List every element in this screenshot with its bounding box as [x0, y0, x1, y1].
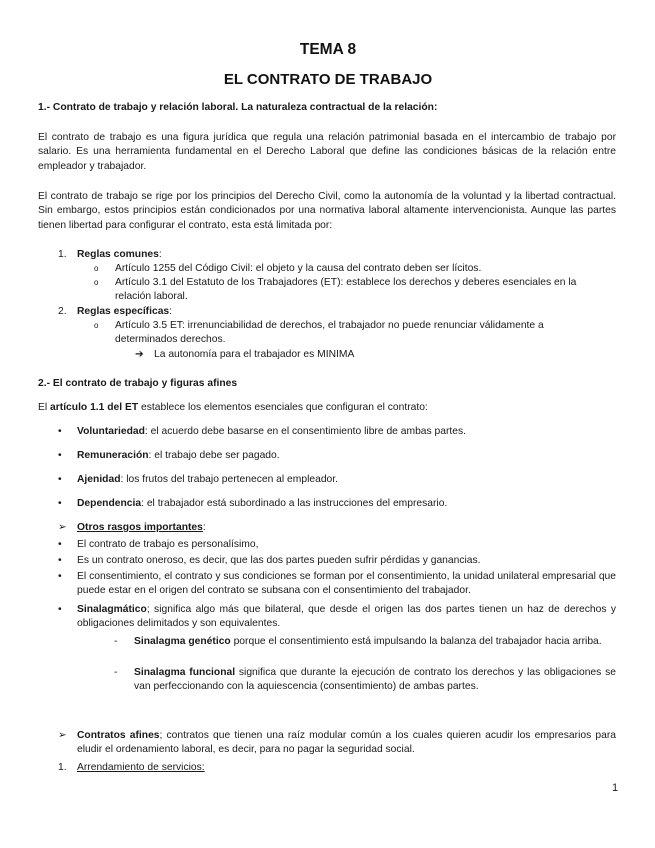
intro-bold: artículo 1.1 del ET: [50, 402, 139, 413]
bullet-icon: •: [58, 539, 62, 550]
colon: :: [158, 249, 162, 260]
bullet-item-voluntariedad: [77, 425, 466, 439]
arrow-note: La autonomía para el trabajador es MINIMA: [154, 349, 355, 360]
bullet-icon: •: [58, 474, 62, 485]
sinalagma-text: porque el consentimiento está impulsando la balanza del trabajador hacia arriba.: [230, 636, 602, 647]
list-item-reglas-especificas: [77, 305, 172, 319]
arrow-right-icon: ➔: [135, 349, 144, 360]
page-number: 1: [612, 782, 619, 794]
bullet-label: Voluntariedad: [77, 426, 145, 437]
bullet-label: Ajenidad: [77, 474, 121, 485]
sinalagma-label: Sinalagma funcional: [134, 667, 236, 678]
doc-title: TEMA 8: [299, 41, 357, 58]
section2-intro: [38, 401, 616, 415]
sublist-item: Artículo 3.1 del Estatuto de los Trabajadores (ET): establece los derechos y deberes esenciales en la relación laboral.: [115, 277, 577, 303]
list-item-label: Reglas específicas: [77, 306, 170, 317]
list-number: 1.: [58, 249, 67, 260]
list-number: 1.: [58, 762, 67, 773]
circle-bullet-icon: o: [94, 278, 99, 287]
circle-bullet-icon: o: [94, 264, 99, 273]
bullet-item-dependencia: [77, 497, 447, 511]
sinalagma-funcional-item: [134, 666, 616, 695]
afines-label: Contratos afines: [77, 730, 160, 741]
sinalagma-text: significa que durante la ejecución de contrato los derechos y las obligaciones se van perfeccionando con la aquiescencia (consentimiento) de ambas partes.: [134, 667, 616, 693]
list-item-reglas-comunes: [77, 248, 162, 262]
rasgo-label: Sinalagmático: [77, 604, 147, 615]
dash-bullet-icon: -: [114, 636, 118, 647]
bullet-icon: •: [58, 555, 62, 566]
intro-text: establece los elementos esenciales que configuran el contrato:: [138, 402, 428, 413]
bullet-text: : los frutos del trabajo pertenecen al empleador.: [120, 474, 338, 485]
doc-subtitle: EL CONTRATO DE TRABAJO: [223, 71, 433, 88]
bullet-label: Remuneración: [77, 450, 149, 461]
rasgo-text: ; significa algo más que bilateral, que desde el origen las dos partes tienen un haz de derechos y obligaciones delimitados y son equivalentes.: [77, 604, 616, 630]
sublist-item: Artículo 1255 del Código Civil: el objeto y la causa del contrato deben ser lícitos.: [115, 263, 482, 274]
bullet-icon: •: [58, 571, 62, 582]
arrowhead-bullet-icon: ➢: [58, 730, 67, 741]
arrendamiento-label: Arrendamiento de servicios:: [77, 762, 205, 773]
bullet-item-remuneracion: [77, 449, 280, 463]
bullet-icon: •: [58, 450, 62, 461]
contratos-afines-item: [77, 729, 616, 758]
arrendamiento-item: [77, 761, 205, 775]
section1-heading: 1.- Contrato de trabajo y relación laboral. La naturaleza contractual de la relación:: [38, 102, 438, 113]
arrowhead-bullet-icon: ➢: [58, 522, 67, 533]
colon: :: [169, 306, 173, 317]
otros-label: Otros rasgos importantes: [77, 522, 203, 533]
bullet-label: Dependencia: [77, 498, 142, 509]
bullet-text: : el trabajo debe ser pagado.: [148, 450, 280, 461]
list-item-label: Reglas comunes: [77, 249, 159, 260]
bullet-item-ajenidad: [77, 473, 338, 487]
rasgo-item: El contrato de trabajo es personalísimo,: [77, 539, 259, 550]
section1-paragraph-2: El contrato de trabajo se rige por los principios del Derecho Civil, como la autonomía de la voluntad y la libertad contractual. Sin embargo, estos principios están condicionados por una normativa laboral altamente intervencionista. Aunque las partes tienen libertad para configurar el contrato, esta está limitada por:: [38, 191, 616, 231]
sinalagma-label: Sinalagma genético: [134, 636, 231, 647]
rasgo-item: El consentimiento, el contrato y sus condiciones se forman por el consentimiento, la unidad unilateral empresarial que puede estar en el origen del contrato se subsana con el consentimiento del trabajador.: [77, 571, 616, 597]
colon: :: [202, 522, 206, 533]
afines-text: ; contratos que tienen una raíz modular común a los cuales quieren acudir los empresarios para eludir el ordenamiento laboral, es decir, para no pagar la seguridad social.: [77, 730, 616, 756]
dash-bullet-icon: -: [114, 667, 118, 678]
bullet-icon: •: [58, 604, 62, 615]
sublist-item: Artículo 3.5 ET: irrenunciabilidad de derechos, el trabajador no puede renunciar válidamente a determinados derechos.: [115, 320, 544, 346]
section2-heading: 2.- El contrato de trabajo y figuras afines: [38, 378, 238, 389]
bullet-text: : el trabajador está subordinado a las instrucciones del empresario.: [141, 498, 448, 509]
section1-paragraph-1: El contrato de trabajo es una figura jurídica que regula una relación patrimonial basada en el intercambio de trabajo por salario. Es una herramienta fundamental en el Derecho Laboral que define las condiciones básicas de la relación entre empleador y trabajador.: [38, 132, 616, 172]
intro-text: El: [38, 402, 51, 413]
bullet-icon: •: [58, 498, 62, 509]
circle-bullet-icon: o: [94, 321, 99, 330]
rasgo-item-sinalagmatico: [77, 603, 616, 632]
otros-rasgos-heading: [77, 521, 206, 535]
sinalagma-genetico-item: [134, 635, 616, 649]
list-number: 2.: [58, 306, 67, 317]
rasgo-item: Es un contrato oneroso, es decir, que las dos partes pueden sufrir pérdidas y ganancias.: [77, 555, 481, 566]
bullet-icon: •: [58, 426, 62, 437]
bullet-text: : el acuerdo debe basarse en el consentimiento libre de ambas partes.: [144, 426, 467, 437]
